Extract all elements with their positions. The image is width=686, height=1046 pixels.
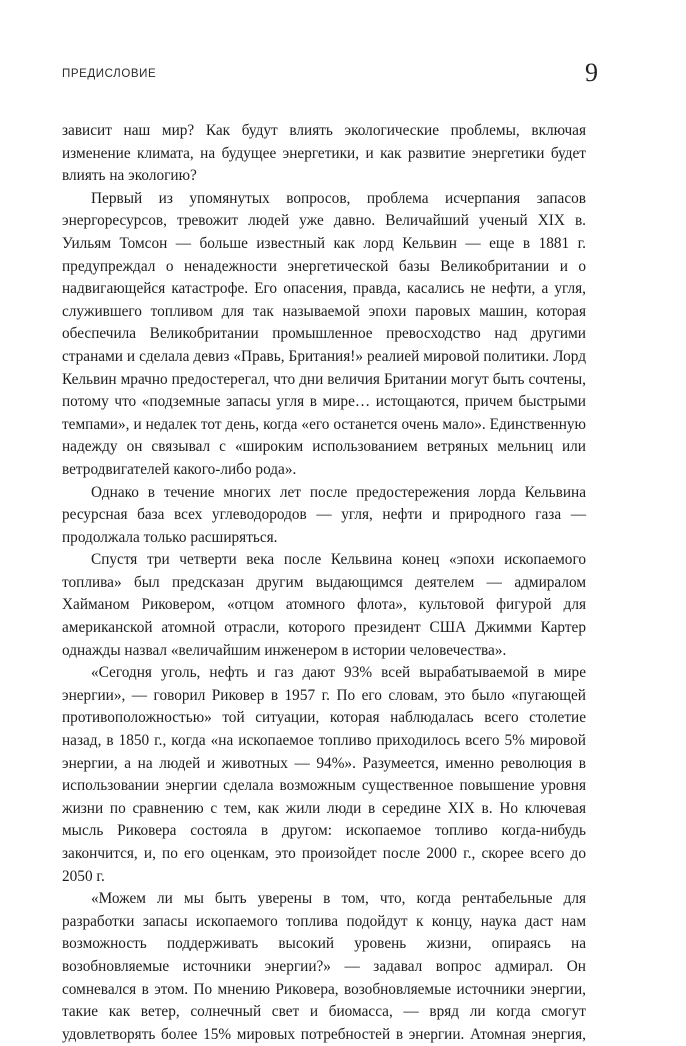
- body-text: [62, 120, 586, 1046]
- page-number: 9: [585, 58, 598, 87]
- paragraph-kelvin: Первый из упомянутых вопросов, проблема исчерпания запасов энергоресурсов, тревожит людей уже давно. Величайший ученый XIX в. Уильям Томсон — больше известный как лорд Кельвин — еще в 1881 г. предупреждал о ненадежности энергетической базы Великобритании и о надвигающейся катастрофе. Его опасения, правда, касались не нефти, а угля, служившего топливом для так называемой эпохи паровых машин, которая обеспечила Великобритании промышленное превосходство над другими странами и сделала девиз «Правь, Британия!» реалией мировой политики. Лорд Кельвин мрачно предостерегал, что дни величия Британии могут быть сочтены, потому что «подземные запасы угля в мире… истощаются, причем быстрыми темпами», и недалек тот день, когда «его останется очень мало». Единственную надежду он связывал с «широким использованием ветряных мельниц или ветродвигателей какого-либо рода».: [62, 189, 586, 478]
- paragraph-rickover-quote: «Сегодня уголь, нефть и газ дают 93% всей вырабатываемой в мире энергии», — говорил Риковер в 1957 г. По его словам, это было «пугающей противоположностью» той ситуации, которая наблюдалась всего столетие назад, в 1850 г., когда «на ископаемое топливо приходилось всего 5% мировой энергии, а на людей и животных — 94%». Разумеется, именно революция в использовании энергии сделала возможным существенное повышение уровня жизни по сравнению с тем, как жили люди в середине XIX в. Но ключевая мысль Риковера состояла в другом: ископаемое топливо когда-нибудь закончится, и, по его оценкам, это произойдет после 2000 г., скорее всего до 2050 г.: [62, 664, 586, 885]
- paragraph-continuation: зависит наш мир? Как будут влиять экологические проблемы, включая изменение климата, на будущее энергетики, и как развитие энергетики будет влиять на экологию?: [62, 122, 586, 185]
- paragraph-resource-base: Однако в течение многих лет после предостережения лорда Кельвина ресурсная база всех углеводородов — угля, нефти и природного газа — продолжала только расширяться.: [62, 483, 586, 546]
- paragraph-rickover-intro: Спустя три четверти века после Кельвина конец «эпохи ископаемого топлива» был предсказан другим выдающимся деятелем — адмиралом Хайманом Риковером, «отцом атомного флота», культовой фигурой для американской атомной отрасли, которого президент США Джимми Картер однажды назвал «величайшим инженером в истории человечества».: [62, 551, 586, 659]
- running-title: ПРЕДИСЛОВИЕ: [62, 68, 157, 80]
- paragraph-renewables: «Можем ли мы быть уверены в том, что, когда рентабельные для разработки запасы ископаемого топлива подойдут к концу, наука даст нам возможность поддерживать высокий уровень жизни, опираясь на возобновляемые источники энергии?» — задавал вопрос адмирал. Он сомневался в этом. По мнению Риковера, возобновляемые источники энергии, такие как ветер, солнечный свет и биомасса, — вряд ли когда смогут удовлетворять более 15% мировых потребностей в энергии. Атомная энергия,: [62, 890, 586, 1043]
